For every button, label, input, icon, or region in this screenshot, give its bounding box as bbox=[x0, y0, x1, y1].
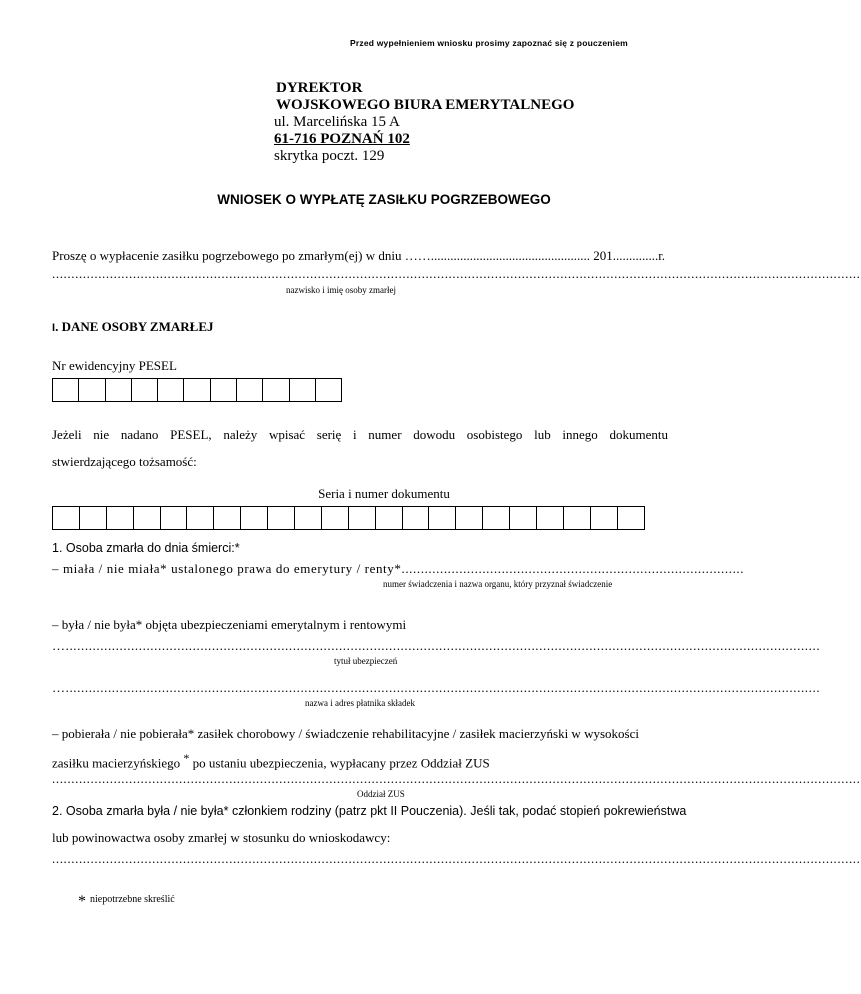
instruction-note: Przed wypełnieniem wniosku prosimy zapoznać się z pouczeniem bbox=[350, 38, 628, 48]
question-2-line-2: lub powinowactwa osoby zmarłej w stosunku do wnioskodawcy: bbox=[52, 830, 391, 845]
deceased-name-caption: nazwisko i imię osoby zmarłej bbox=[286, 285, 396, 295]
question-1-title: 1. Osoba zmarła do dnia śmierci:* bbox=[52, 541, 240, 555]
benefit-statement-1[interactable]: – pobierała / nie pobierała* zasiłek chorobowy / świadczenie rehabilitacyjne / zasiłek macierzyński w wysokości bbox=[52, 726, 639, 741]
pesel-box[interactable] bbox=[211, 379, 237, 401]
document-box[interactable] bbox=[161, 507, 188, 529]
zus-branch-caption: Oddział ZUS bbox=[357, 789, 405, 799]
contributor-caption: nazwa i adres płatnika składek bbox=[305, 698, 415, 708]
document-box[interactable] bbox=[591, 507, 618, 529]
document-box[interactable] bbox=[349, 507, 376, 529]
pension-right-field[interactable]: – miała / nie miała* ustalonego prawa do emerytury / renty*......................................................................................... bbox=[52, 561, 745, 576]
pesel-box[interactable] bbox=[263, 379, 289, 401]
pesel-box[interactable] bbox=[53, 379, 79, 401]
pesel-box[interactable] bbox=[184, 379, 210, 401]
document-box[interactable] bbox=[295, 507, 322, 529]
document-box[interactable] bbox=[214, 507, 241, 529]
insurance-title-field[interactable]: ….................................................................................................................................................................................................... bbox=[52, 638, 821, 653]
deceased-name-field[interactable]: .................................................................................................................................................................................................................. bbox=[52, 266, 861, 281]
document-box[interactable] bbox=[322, 507, 349, 529]
address-line-2: WOJSKOWEGO BIURA EMERYTALNEGO bbox=[276, 97, 575, 113]
document-box[interactable] bbox=[537, 507, 564, 529]
pesel-box[interactable] bbox=[316, 379, 342, 401]
address-line-5: skrytka poczt. 129 bbox=[274, 148, 385, 164]
document-box[interactable] bbox=[618, 507, 645, 529]
document-box[interactable] bbox=[510, 507, 537, 529]
insurance-title-caption: tytuł ubezpieczeń bbox=[334, 656, 398, 666]
footnote: * niepotrzebne skreślić bbox=[78, 893, 175, 910]
document-box[interactable] bbox=[403, 507, 430, 529]
request-line[interactable]: Proszę o wypłacenie zasiłku pogrzebowego po zmarłym(ej) w dniu ……................................................. 201..............r. bbox=[52, 248, 666, 263]
document-box[interactable] bbox=[456, 507, 483, 529]
document-box[interactable] bbox=[80, 507, 107, 529]
document-box[interactable] bbox=[134, 507, 161, 529]
document-box[interactable] bbox=[187, 507, 214, 529]
address-line-1: DYREKTOR bbox=[276, 80, 363, 96]
pesel-box[interactable] bbox=[290, 379, 316, 401]
address-line-3: ul. Marcelińska 15 A bbox=[274, 114, 400, 130]
no-pesel-instruction-1: Jeżeli nie nadano PESEL, należy wpisać serię i numer dowodu osobistego lub innego dokumentu bbox=[52, 427, 668, 442]
pesel-box[interactable] bbox=[79, 379, 105, 401]
pesel-box[interactable] bbox=[158, 379, 184, 401]
question-2-line-1: 2. Osoba zmarła była / nie była* członkiem rodziny (patrz pkt II Pouczenia). Jeśli tak, podać stopień pokrewieństwa bbox=[52, 804, 687, 818]
pesel-box[interactable] bbox=[132, 379, 158, 401]
document-box[interactable] bbox=[564, 507, 591, 529]
document-box[interactable] bbox=[107, 507, 134, 529]
contributor-field[interactable]: ….................................................................................................................................................................................................... bbox=[52, 680, 821, 695]
zus-branch-field[interactable]: .................................................................................................................................................................................................................. bbox=[52, 771, 861, 786]
document-box[interactable] bbox=[376, 507, 403, 529]
pesel-box[interactable] bbox=[237, 379, 263, 401]
document-box[interactable] bbox=[241, 507, 268, 529]
pension-right-caption: numer świadczenia i nazwa organu, który przyznał świadczenie bbox=[383, 579, 613, 589]
no-pesel-instruction-2: stwierdzającego tożsamość: bbox=[52, 454, 197, 469]
pesel-box[interactable] bbox=[106, 379, 132, 401]
pesel-input-boxes[interactable] bbox=[52, 378, 342, 402]
document-box[interactable] bbox=[429, 507, 456, 529]
document-number-label: Seria i numer dokumentu bbox=[318, 486, 450, 501]
benefit-statement-2: zasiłku macierzyńskiego * po ustaniu ubezpieczenia, wypłacany przez Oddział ZUS bbox=[52, 751, 490, 771]
asterisk-icon: * bbox=[78, 893, 86, 910]
form-title: WNIOSEK O WYPŁATĘ ZASIŁKU POGRZEBOWEGO bbox=[217, 192, 551, 207]
document-number-boxes[interactable] bbox=[52, 506, 645, 530]
kinship-field[interactable]: .................................................................................................................................................................................................................. bbox=[52, 851, 861, 866]
section-1-heading: I. DANE OSOBY ZMARŁEJ bbox=[52, 319, 214, 334]
document-box[interactable] bbox=[483, 507, 510, 529]
insurance-statement[interactable]: – była / nie była* objęta ubezpieczeniami emerytalnym i rentowymi bbox=[52, 617, 407, 632]
document-box[interactable] bbox=[53, 507, 80, 529]
address-line-4: 61-716 POZNAŃ 102 bbox=[274, 131, 410, 147]
document-box[interactable] bbox=[268, 507, 295, 529]
pesel-label: Nr ewidencyjny PESEL bbox=[52, 358, 177, 373]
